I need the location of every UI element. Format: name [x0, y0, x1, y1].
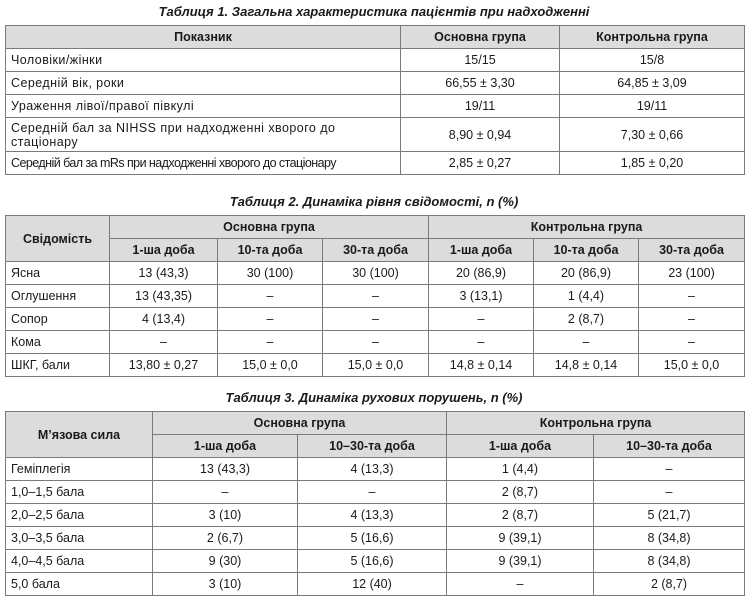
table3-cell: 2 (6,7): [153, 527, 298, 550]
table2-cell: –: [323, 285, 429, 308]
table1-row-label: Середній бал за NIHSS при надходженні хворого до стаціонару: [6, 118, 401, 152]
table3-row: [6, 481, 745, 504]
table1-header-row: [6, 26, 745, 49]
table2-cell: 14,8 ± 0,14: [534, 354, 639, 377]
table2-row: [6, 354, 745, 377]
table3-row-label: 1,0–1,5 бала: [6, 481, 153, 504]
table2-cell: –: [429, 308, 534, 331]
table3-sub-header: 10–30-та доба: [298, 435, 447, 458]
table1-row: [6, 49, 745, 72]
table1-row-label: Ураження лівої/правої півкулі: [6, 95, 401, 118]
table1-cell: 64,85 ± 3,09: [560, 72, 745, 95]
table2-cell: –: [429, 331, 534, 354]
table3-cell: 2 (8,7): [447, 504, 594, 527]
table2-row: [6, 308, 745, 331]
table3-sub-header: 1-ша доба: [153, 435, 298, 458]
table3-cell: 5 (21,7): [594, 504, 745, 527]
table3-cell: 5 (16,6): [298, 527, 447, 550]
table2-row-label: Ясна: [6, 262, 110, 285]
table2-cell: –: [639, 285, 745, 308]
table2-cell: –: [639, 308, 745, 331]
table2-cell: 3 (13,1): [429, 285, 534, 308]
table1-row-label: Чоловіки/жінки: [6, 49, 401, 72]
table1-cell: 19/11: [560, 95, 745, 118]
table2-row: [6, 285, 745, 308]
table3-row: [6, 458, 745, 481]
table2-cell: 15,0 ± 0,0: [218, 354, 323, 377]
table2-header-control-group: Контрольна група: [429, 216, 745, 239]
table2-cell: 1 (4,4): [534, 285, 639, 308]
table3: [5, 411, 745, 596]
table2-cell: 15,0 ± 0,0: [323, 354, 429, 377]
table1-row-label: Середній вік, роки: [6, 72, 401, 95]
table3-caption: Таблиця 3. Динаміка рухових порушень, n (%): [225, 390, 523, 405]
table2-row-label: ШКГ, бали: [6, 354, 110, 377]
table1: [5, 25, 745, 175]
table2-cell: 2 (8,7): [534, 308, 639, 331]
table3-cell: –: [298, 481, 447, 504]
table2-sub-header: 30-та доба: [639, 239, 745, 262]
table3-sub-header: 10–30-та доба: [594, 435, 745, 458]
table2-sub-header-row: [6, 239, 745, 262]
table2-cell: 13 (43,3): [110, 262, 218, 285]
table2-cell: 4 (13,4): [110, 308, 218, 331]
table2-cell: –: [639, 331, 745, 354]
table1-cell: 7,30 ± 0,66: [560, 118, 745, 152]
table3-cell: 12 (40): [298, 573, 447, 596]
table1-cell: 1,85 ± 0,20: [560, 152, 745, 175]
table2-cell: 30 (100): [323, 262, 429, 285]
table1-row: [6, 152, 745, 175]
table2-sub-header: 10-та доба: [534, 239, 639, 262]
table2-cell: 14,8 ± 0,14: [429, 354, 534, 377]
table1-cell: 15/15: [401, 49, 560, 72]
table2-cell: 13 (43,35): [110, 285, 218, 308]
table2-cell: 30 (100): [218, 262, 323, 285]
table1-cell: 8,90 ± 0,94: [401, 118, 560, 152]
table3-group-header-row: [6, 412, 745, 435]
table3-cell: –: [594, 481, 745, 504]
table3-sub-header: 1-ша доба: [447, 435, 594, 458]
table1-header-control-group: Контрольна група: [560, 26, 745, 49]
table2-sub-header: 30-та доба: [323, 239, 429, 262]
table3-row: [6, 527, 745, 550]
table2-cell: 23 (100): [639, 262, 745, 285]
table2-cell: –: [110, 331, 218, 354]
table3-row-label: 4,0–4,5 бала: [6, 550, 153, 573]
table3-cell: –: [447, 573, 594, 596]
table2-cell: 20 (86,9): [534, 262, 639, 285]
table2-cell: –: [323, 308, 429, 331]
table3-header-control-group: Контрольна група: [447, 412, 745, 435]
table3-row: [6, 504, 745, 527]
table2-cell: –: [218, 331, 323, 354]
table3-cell: 13 (43,3): [153, 458, 298, 481]
table2-cell: –: [323, 331, 429, 354]
table1-row: [6, 118, 745, 152]
table3-row-label: 2,0–2,5 бала: [6, 504, 153, 527]
table3-cell: 8 (34,8): [594, 527, 745, 550]
table2-row-label: Оглушення: [6, 285, 110, 308]
table2-cell: –: [534, 331, 639, 354]
table3-cell: 4 (13,3): [298, 458, 447, 481]
table2-sub-header: 10-та доба: [218, 239, 323, 262]
table2-group-header-row: [6, 216, 745, 239]
table2-row-label: Кома: [6, 331, 110, 354]
table3-cell: 9 (39,1): [447, 550, 594, 573]
table3-cell: 3 (10): [153, 573, 298, 596]
table3-cell: 1 (4,4): [447, 458, 594, 481]
table2-header-main-group: Основна група: [110, 216, 429, 239]
table2-row-label: Сопор: [6, 308, 110, 331]
table2-sub-header: 1-ша доба: [110, 239, 218, 262]
table2-sub-header: 1-ша доба: [429, 239, 534, 262]
table1-row-label: Середній бал за mRs при надходженні хворого до стаціонару: [6, 152, 401, 175]
table3-row: [6, 573, 745, 596]
table1-row: [6, 95, 745, 118]
table3-cell: 9 (39,1): [447, 527, 594, 550]
table1-cell: 19/11: [401, 95, 560, 118]
table3-cell: 4 (13,3): [298, 504, 447, 527]
table2-row-header: Свідомість: [6, 216, 110, 262]
table2-row: [6, 262, 745, 285]
table1-row: [6, 72, 745, 95]
table3-row-label: 5,0 бала: [6, 573, 153, 596]
table3-header-main-group: Основна група: [153, 412, 447, 435]
table2-cell: –: [218, 308, 323, 331]
table1-cell: 66,55 ± 3,30: [401, 72, 560, 95]
table1-header-indicator: Показник: [6, 26, 401, 49]
table2-caption: Таблиця 2. Динаміка рівня свідомості, n (%): [229, 194, 519, 209]
table2-cell: 20 (86,9): [429, 262, 534, 285]
table3-row-label: 3,0–3,5 бала: [6, 527, 153, 550]
table2-cell: 15,0 ± 0,0: [639, 354, 745, 377]
table1-cell: 2,85 ± 0,27: [401, 152, 560, 175]
table3-cell: 3 (10): [153, 504, 298, 527]
table3-row: [6, 550, 745, 573]
table1-cell: 15/8: [560, 49, 745, 72]
table3-cell: 5 (16,6): [298, 550, 447, 573]
table3-cell: 9 (30): [153, 550, 298, 573]
table2-cell: –: [218, 285, 323, 308]
table2: [5, 215, 745, 377]
table3-cell: –: [153, 481, 298, 504]
table2-row: [6, 331, 745, 354]
table3-row-header: М’язова сила: [6, 412, 153, 458]
table3-row-label: Геміплегія: [6, 458, 153, 481]
table3-cell: 8 (34,8): [594, 550, 745, 573]
table2-cell: 13,80 ± 0,27: [110, 354, 218, 377]
table3-cell: –: [594, 458, 745, 481]
table3-cell: 2 (8,7): [447, 481, 594, 504]
table3-cell: 2 (8,7): [594, 573, 745, 596]
table1-header-main-group: Основна група: [401, 26, 560, 49]
table1-caption: Таблиця 1. Загальна характеристика пацієнтів при надходженні: [158, 4, 590, 19]
